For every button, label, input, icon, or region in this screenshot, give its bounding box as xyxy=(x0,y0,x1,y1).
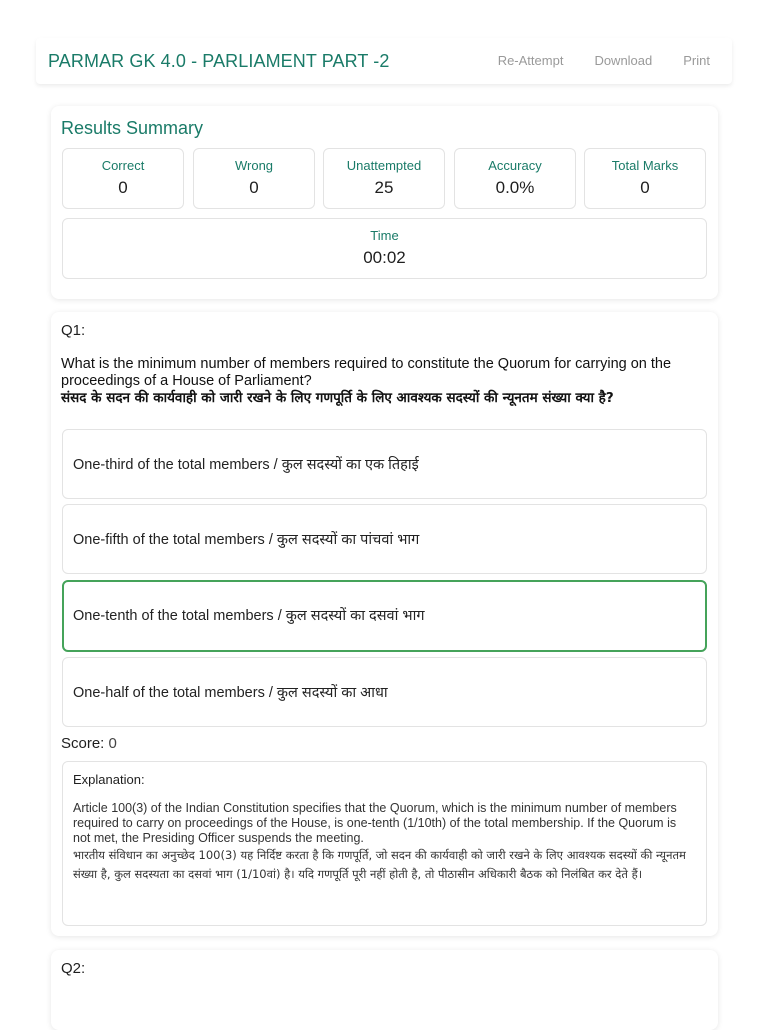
stat-value: 0.0% xyxy=(495,178,535,197)
option-label: One-third of the total members / कुल सदस्यों का एक तिहाई xyxy=(73,457,419,473)
score-label: Score: xyxy=(61,735,105,752)
question-card-1 xyxy=(51,312,718,936)
explanation-body xyxy=(73,801,693,884)
score-value: 0 xyxy=(108,735,117,752)
question-number: Q2: xyxy=(61,960,86,977)
question-card-2 xyxy=(51,950,718,1030)
stat-total-marks xyxy=(584,148,706,209)
reattempt-link[interactable]: Re-Attempt xyxy=(497,53,564,68)
option-c-correct[interactable] xyxy=(62,580,707,652)
stat-time xyxy=(62,218,707,279)
stat-label: Total Marks xyxy=(611,158,679,173)
question-text xyxy=(61,356,711,407)
results-summary-title: Results Summary xyxy=(61,118,204,138)
time-label: Time xyxy=(370,228,399,243)
stat-wrong xyxy=(193,148,315,209)
option-a[interactable] xyxy=(62,429,707,499)
question-text-hi: संसद के सदन की कार्यवाही को जारी रखने के लिए गणपूर्ति के लिए आवश्यक सदस्यों की न्यूनतम संख्या क्या है? xyxy=(61,390,614,406)
stat-value: 25 xyxy=(374,178,394,197)
explanation-text-en: Article 100(3) of the Indian Constitution specifies that the Quorum, which is the minimum number of members required to carry on proceedings of the House, is one-tenth (1/10th) of the total membership. If the Quorum is not met, the Presiding Officer suspends the meeting. xyxy=(73,801,677,845)
option-b[interactable] xyxy=(62,504,707,574)
print-link[interactable]: Print xyxy=(683,53,710,68)
option-label: One-fifth of the total members / कुल सदस्यों का पांचवां भाग xyxy=(73,532,420,548)
stat-label: Accuracy xyxy=(488,158,542,173)
explanation-box xyxy=(62,761,707,926)
header-actions xyxy=(498,53,710,68)
question-text-en: What is the minimum number of members required to constitute the Quorum for carrying on the proceedings of a House of Parliament? xyxy=(61,356,672,389)
download-link[interactable]: Download xyxy=(594,53,653,68)
stat-label: Unattempted xyxy=(346,158,422,173)
results-summary-card xyxy=(51,106,718,299)
question-score xyxy=(61,735,117,752)
question-number: Q1: xyxy=(61,322,86,339)
time-value: 00:02 xyxy=(363,248,406,267)
explanation-text-hi: भारतीय संविधान का अनुच्छेद 100(3) यह निर्दिष्ट करता है कि गणपूर्ति, जो सदन की कार्यवाही को जारी रखने के लिए आवश्यक सदस्यों की न्यूनतम संख्या है, कुल सदस्यता का दसवां भाग (1/10वां) है। यदि गणपूर्ति पूरी नहीं होती है, तो पीठासीन अधिकारी बैठक को निलंबित कर देते हैं। xyxy=(73,848,686,881)
stat-unattempted xyxy=(323,148,445,209)
stat-value: 0 xyxy=(249,178,259,197)
stat-correct xyxy=(62,148,184,209)
stat-value: 0 xyxy=(118,178,128,197)
quiz-title: PARMAR GK 4.0 - PARLIAMENT PART -2 xyxy=(48,51,390,71)
option-label: One-tenth of the total members / कुल सदस्यों का दसवां भाग xyxy=(73,608,425,624)
stat-label: Correct xyxy=(101,158,145,173)
page-header xyxy=(36,38,732,84)
stat-accuracy xyxy=(454,148,576,209)
stat-label: Wrong xyxy=(234,158,274,173)
stat-value: 0 xyxy=(640,178,650,197)
option-d[interactable] xyxy=(62,657,707,727)
explanation-title: Explanation: xyxy=(73,772,145,787)
option-label: One-half of the total members / कुल सदस्यों का आधा xyxy=(73,685,388,701)
